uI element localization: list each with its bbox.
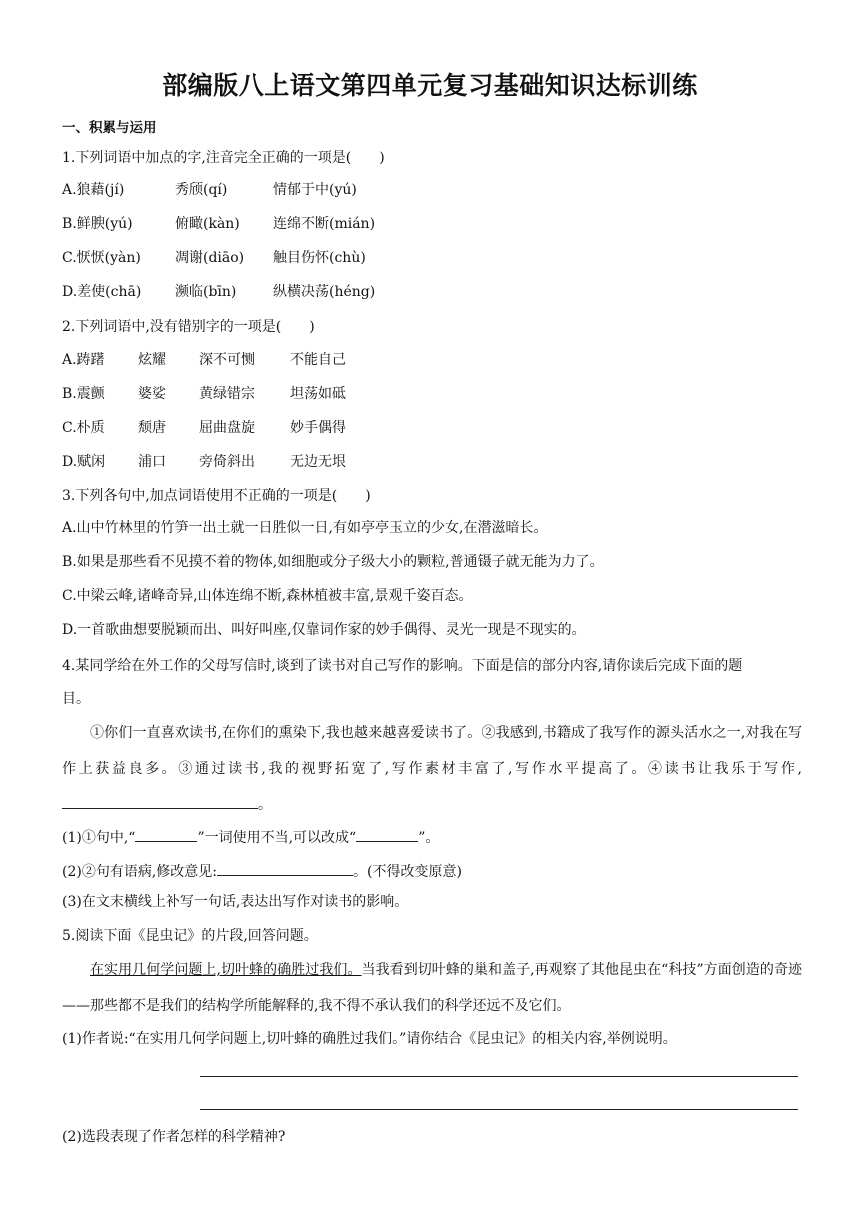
- q3-option-a: A.山中竹林里的竹笋一出土就一日胜似一日,有如亭亭玉立的少女,在潜滋暗长。: [62, 520, 548, 536]
- q4-letter-passage: [62, 715, 802, 823]
- q5-underlined-sentence: 在实用几何学问题上,切叶蜂的确胜过我们。: [90, 962, 362, 978]
- q2-c-word3: 屈曲盘旋: [199, 420, 255, 436]
- q2-d-word2: 浦口: [138, 454, 166, 470]
- q4-sub1-text-c: ”。: [418, 830, 440, 846]
- question-2-stem: 2.下列词语中,没有错别字的一项是( ): [62, 319, 315, 335]
- q3-option-d: D.一首歌曲想要脱颖而出、叫好叫座,仅靠词作家的妙手偶得、灵光一现是不现实的。: [62, 622, 586, 638]
- page-title: 部编版八上语文第四单元复习基础知识达标训练: [162, 71, 698, 100]
- q2-d-word4: 无边无垠: [290, 454, 346, 470]
- question-1-stem: 1.下列词语中加点的字,注音完全正确的一项是( ): [62, 150, 385, 166]
- q2-b-word1: B.震颤: [62, 386, 105, 402]
- q2-c-word2: 颓唐: [138, 420, 166, 436]
- q4-passage-text: ①你们一直喜欢读书,在你们的熏染下,我也越来越喜爱读书了。②我感到,书籍成了我写作的源头活水之一,对我在写作上获益良多。③通过读书,我的视野拓宽了,写作素材丰富了,写作水平提高了。④读书让我乐于写作,: [62, 725, 802, 777]
- q5-answer-line-1[interactable]: [200, 1076, 798, 1077]
- q4-sub1-blank-2[interactable]: [356, 827, 418, 842]
- q4-sub3: (3)在文末横线上补写一句话,表达出写作对读书的影响。: [62, 894, 409, 910]
- q2-b-word2: 婆娑: [138, 386, 166, 402]
- q2-c-word4: 妙手偶得: [290, 420, 346, 436]
- q4-sub1-text-a: (1)①句中,“: [62, 830, 136, 846]
- q5-sub2: (2)选段表现了作者怎样的科学精神?: [62, 1129, 286, 1145]
- q1-b-word3: 连绵不断(mián): [273, 216, 376, 232]
- q2-a-word2: 炫耀: [138, 352, 166, 368]
- q2-a-word3: 深不可恻: [199, 352, 255, 368]
- q1-c-word3: 触目伤怀(chù): [273, 250, 366, 266]
- q2-b-word3: 黄绿错宗: [199, 386, 255, 402]
- q4-sub2-blank[interactable]: [217, 861, 353, 876]
- question-4-stem-line1: 4.某同学给在外工作的父母写信时,谈到了读书对自己写作的影响。下面是信的部分内容,请你读后完成下面的题: [62, 658, 743, 674]
- question-5-stem: 5.阅读下面《昆虫记》的片段,回答问题。: [62, 928, 318, 944]
- q1-c-word1: C.恹恹(yàn): [62, 250, 141, 266]
- q1-d-word1: D.差使(chā): [62, 284, 142, 300]
- q2-d-word3: 旁倚斜出: [199, 454, 255, 470]
- q4-sub2: [62, 861, 462, 881]
- q1-d-word2: 濒临(bīn): [175, 284, 237, 300]
- q2-b-word4: 坦荡如砥: [290, 386, 346, 402]
- q4-sub1: [62, 827, 439, 847]
- q5-excerpt-passage: [62, 952, 802, 1024]
- q1-a-word3: 情郁于中(yú): [273, 182, 357, 198]
- question-3-stem: 3.下列各句中,加点词语使用不正确的一项是( ): [62, 488, 371, 504]
- q4-sub1-blank-1[interactable]: [135, 827, 197, 842]
- q5-answer-line-2[interactable]: [200, 1109, 798, 1110]
- q2-d-word1: D.赋闲: [62, 454, 106, 470]
- q4-passage-blank[interactable]: [62, 794, 258, 809]
- q2-c-word1: C.朴质: [62, 420, 105, 436]
- q1-d-word3: 纵横决荡(héng): [273, 284, 376, 300]
- q3-option-b: B.如果是那些看不见摸不着的物体,如细胞或分子级大小的颗粒,普通镊子就无能为力了。: [62, 554, 604, 570]
- q2-a-word4: 不能自己: [290, 352, 346, 368]
- q4-sub1-text-b: ”一词使用不当,可以改成“: [197, 830, 357, 846]
- q3-option-c: C.中梁云峰,诸峰奇异,山体连绵不断,森林植被丰富,景观千姿百态。: [62, 588, 473, 604]
- q5-sub1: (1)作者说:“在实用几何学问题上,切叶蜂的确胜过我们。”请你结合《昆虫记》的相关内容,举例说明。: [62, 1031, 677, 1047]
- q1-a-word2: 秀颀(qí): [175, 182, 228, 198]
- q5-passage-rest: 当我看到切叶蜂的巢和盖子,再观察了其他昆虫在“科技”方面创造的奇迹——那些都不是我们的结构学所能解释的,我不得不承认我们的科学还远不及它们。: [62, 962, 803, 1014]
- q2-a-word1: A.踌躇: [62, 352, 105, 368]
- q1-a-word1: A.狼藉(jí): [62, 182, 125, 198]
- section-heading: 一、积累与运用: [62, 120, 157, 136]
- q1-b-word2: 俯瞰(kàn): [175, 216, 240, 232]
- q1-c-word2: 凋谢(diāo): [175, 250, 245, 266]
- question-4-stem-line2: 目。: [62, 691, 90, 707]
- q4-sub2-text-b: 。(不得改变原意): [353, 864, 462, 880]
- q4-sub2-text-a: (2)②句有语病,修改意见:: [62, 864, 217, 880]
- q1-b-word1: B.鲜腴(yú): [62, 216, 133, 232]
- q4-passage-end: 。: [258, 797, 272, 813]
